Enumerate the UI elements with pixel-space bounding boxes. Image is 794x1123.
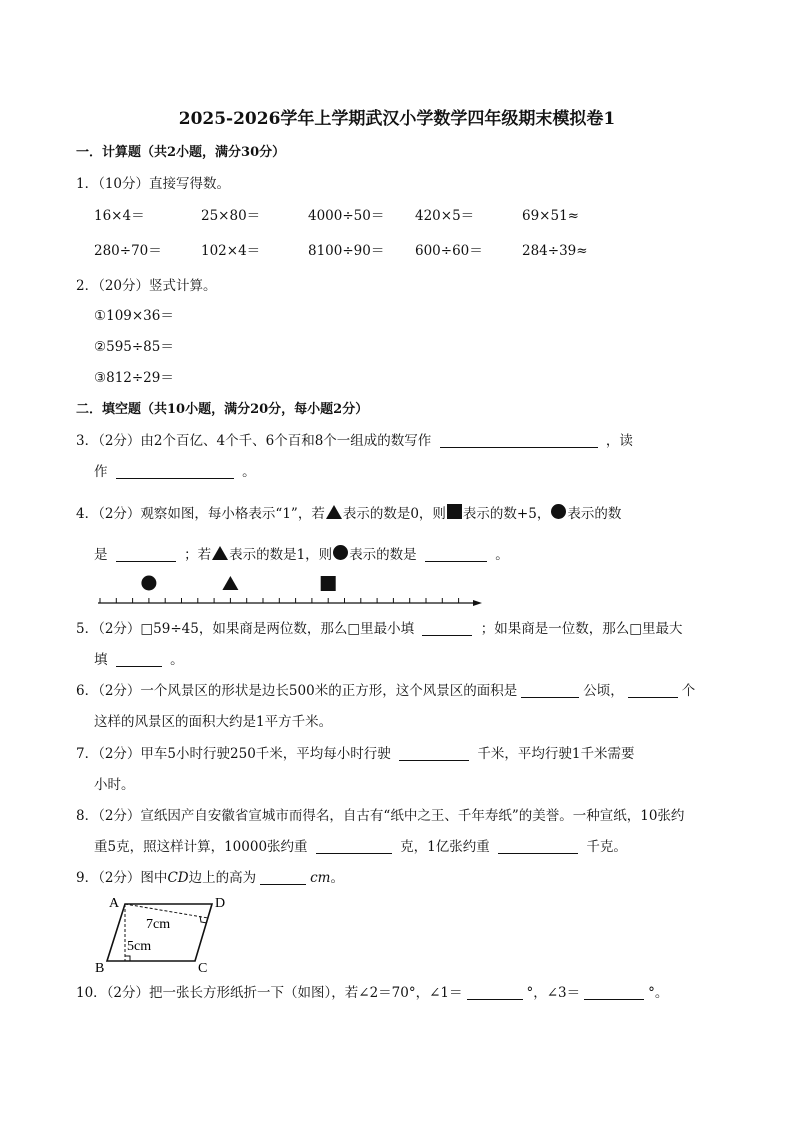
question-9-line-1: 9．（2分）图中CD边上的高为 cm。 (76, 870, 344, 886)
answer-blank[interactable] (521, 683, 579, 698)
question-1-stem: 1．（10分）直接写得数。 (76, 176, 231, 192)
vertex-label: D (215, 896, 226, 911)
answer-blank[interactable] (399, 746, 469, 761)
triangle-marker (222, 576, 238, 590)
calc-item: 102×4＝ (201, 243, 261, 259)
circle-icon (551, 504, 566, 519)
answer-blank[interactable] (498, 839, 578, 854)
length-label: 7cm (146, 917, 171, 932)
question-8-line-1: 8．（2分）宣纸因产自安徽省宣城市而得名，自古有“纸中之王、千年寿纸”的美誉。一种宣纸，10张约 (76, 808, 685, 824)
arrow-head-icon (473, 600, 482, 606)
answer-blank[interactable] (628, 683, 678, 698)
calc-item: 69×51≈ (522, 208, 579, 224)
answer-blank[interactable] (316, 839, 392, 854)
question-7-line-2: 小时。 (94, 777, 135, 793)
answer-blank[interactable] (116, 547, 176, 562)
height-to-cd (125, 904, 208, 918)
triangle-icon (212, 546, 228, 560)
page-title: 2025-2026学年上学期武汉小学数学四年级期末模拟卷1 (178, 109, 616, 129)
question-6-line-1: 6．（2分）一个风景区的形状是边长500米的正方形，这个风景区的面积是 公顷， 个 (76, 683, 696, 699)
question-4-line-2: 是 ；若 表示的数是1，则 表示的数是 。 (94, 547, 509, 563)
calc-item: 16×4＝ (94, 208, 145, 224)
answer-blank[interactable] (422, 621, 472, 636)
answer-blank[interactable] (440, 433, 598, 448)
question-2-stem: 2．（20分）竖式计算。 (76, 278, 217, 294)
question-4-line-1: 4．（2分）观察如图，每小格表示“1”，若 表示的数是0，则 表示的数+5， 表示的数 (76, 506, 622, 522)
calc-item: 420×5＝ (415, 208, 475, 224)
calc-item: 25×80＝ (201, 208, 261, 224)
question-7-line-1: 7．（2分）甲车5小时行驶250千米，平均每小时行驶 千米，平均行驶1千米需要 (76, 746, 635, 762)
square-marker (321, 576, 336, 591)
vertical-calc-item: ③812÷29＝ (94, 370, 174, 386)
question-5-line-2: 填 。 (94, 652, 184, 668)
answer-blank[interactable] (425, 547, 487, 562)
parallelogram (107, 904, 212, 961)
answer-blank[interactable] (116, 464, 234, 479)
answer-blank[interactable] (584, 985, 644, 1000)
section-1-heading: 一．计算题（共2小题，满分30分） (76, 145, 286, 160)
circle-marker (141, 576, 156, 591)
calc-item: 8100÷90＝ (308, 243, 385, 259)
circle-icon (333, 545, 348, 560)
question-6-line-2: 这样的风景区的面积大约是1平方千米。 (94, 714, 333, 730)
square-icon (447, 504, 462, 519)
vertex-label: B (95, 961, 105, 976)
calc-item: 4000÷50＝ (308, 208, 385, 224)
calc-item: 280÷70＝ (94, 243, 162, 259)
question-10-line-1: 10．（2分）把一张长方形纸折一下（如图），若∠2＝70°，∠1＝ °，∠3＝ °。 (76, 985, 669, 1001)
number-line (90, 572, 490, 612)
section-2-heading: 二．填空题（共10小题，满分20分，每小题2分） (76, 402, 369, 417)
question-8-line-2: 重5克，照这样计算，10000张约重 克，1亿张约重 千克。 (94, 839, 627, 855)
vertex-label: A (109, 896, 120, 911)
vertical-calc-item: ①109×36＝ (94, 308, 174, 324)
answer-blank[interactable] (467, 985, 523, 1000)
question-3-line-1: 3．（2分）由2个百亿、4个千、6个百和8个一组成的数写作 ，读 (76, 433, 633, 449)
calc-item: 600÷60＝ (415, 243, 483, 259)
answer-blank[interactable] (116, 652, 162, 667)
vertical-calc-item: ②595÷85＝ (94, 339, 174, 355)
triangle-icon (326, 505, 342, 519)
question-5-line-1: 5．（2分）□59÷45，如果商是两位数，那么□里最小填 ；如果商是一位数，那么□里最大 (76, 621, 683, 637)
length-label: 5cm (127, 939, 152, 954)
answer-blank[interactable] (260, 870, 306, 885)
vertex-label: C (198, 961, 208, 976)
calc-item: 284÷39≈ (522, 243, 588, 259)
parallelogram-figure (92, 892, 242, 976)
question-3-line-2: 作 。 (94, 464, 256, 480)
